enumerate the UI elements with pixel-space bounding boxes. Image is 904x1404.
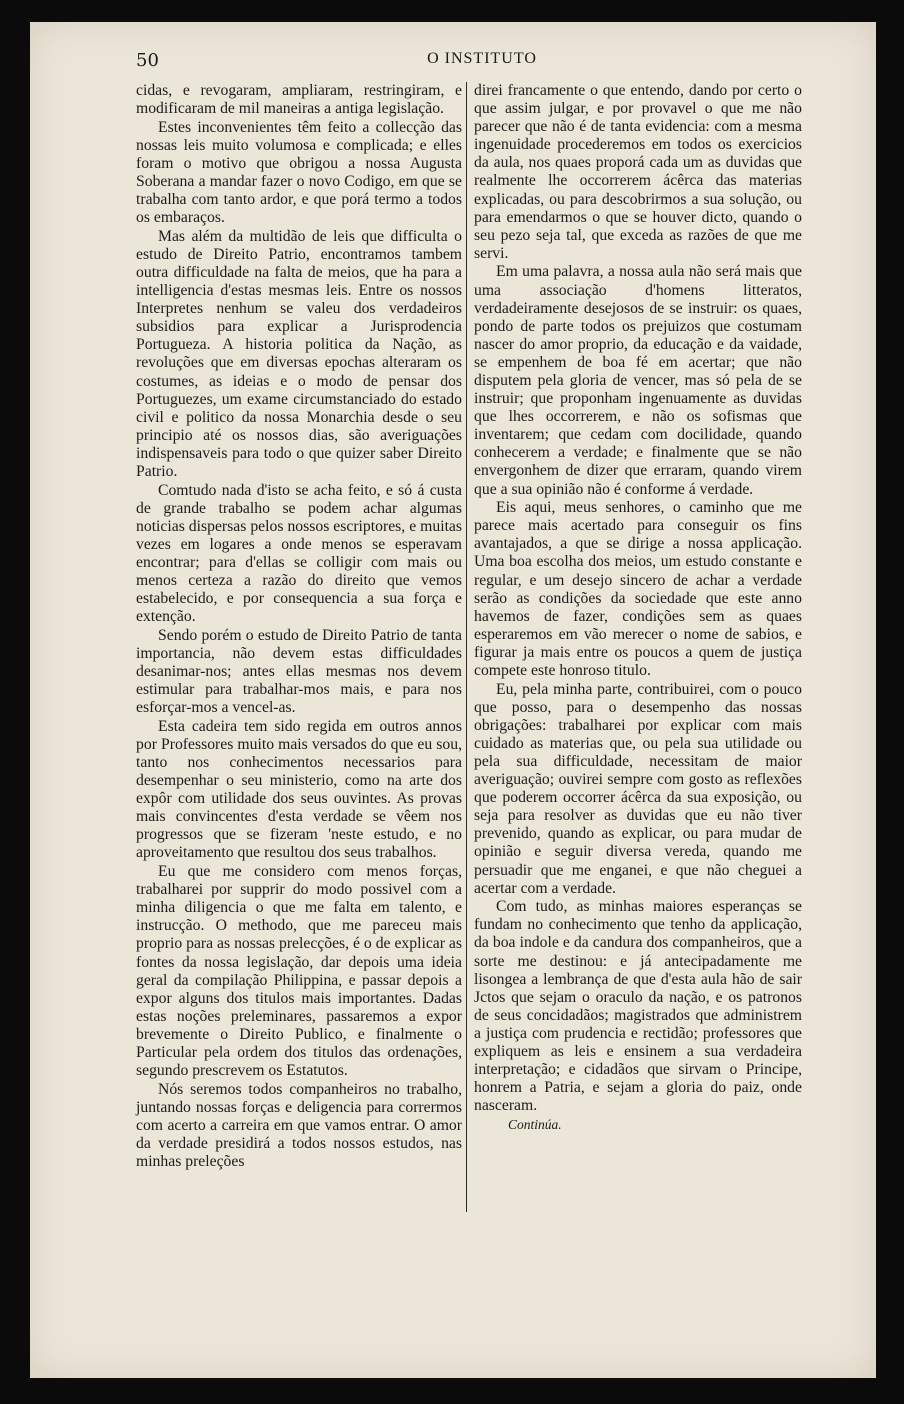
paragraph: Em uma palavra, a nossa aula não será mais que uma associação d'homens litteratos, verdadeiramente desejosos de se instruir: os quaes, pondo de parte todos os prejuizos que costumam nascer do amor proprio, da educação e da vaidade, se empenhem de boa fé em acertar; que não disputem pela gloria de vencer, mas só pela de se instruir; que proponham ingenuamente as duvidas que lhes occorrerem, e não os sofismas que inventarem; que cedam com docilidade, quando conhecerem a verdade; e finalmente que se não envergonhem de dizer que erraram, quando virem que a sua opinião não é conforme á verdade. [474, 263, 802, 498]
paragraph: Eis aqui, meus senhores, o caminho que me parece mais acertado para conseguir os fins avantajados, a que se dirige a nossa applicação. Uma boa escolha dos meios, um estudo constante e regular, e um desejo sincero de achar a verdade serão as condições da sociedade que este anno havemos de fazer, condições sem as quaes esperaremos em vão merecer o nome de sabios, e figurar ja mais entre os poucos a quem de justiça compete este honroso titulo. [474, 499, 802, 679]
paragraph: Comtudo nada d'isto se acha feito, e só á custa de grande trabalho se podem achar algumas noticias dispersas pelos nossos escriptores, e muitas vezes em logares a onde menos se esperavam encontrar; para d'ellas se colligir com mais ou menos certeza a razão do direito que vemos estabelecido, e por consequencia a sua força e extenção. [136, 481, 462, 626]
page-number: 50 [136, 50, 159, 71]
paragraph: Mas além da multidão de leis que difficulta o estudo de Direito Patrio, encontramos tambem outra difficuldade na falta de meios, que ha para a intelligencia d'estas mesmas leis. Entre os nossos Interpretes nenhum se valeu dos verdadeiros subsidios para explicar a Jurisprodencia Portugueza. A historia politica da Nação, as revoluções que em diversas epochas alteraram os costumes, as ideias e o modo de pensar dos Portuguezes, um exame circumstanciado do estado civil e politico da nossa Monarchia desde o seu principio até os nossos dias, são averiguações indispensaveis para todo o que quizer saber Direito Patrio. [136, 227, 462, 480]
running-title: O INSTITUTO [427, 50, 537, 67]
left-column [136, 82, 462, 1172]
paragraph: cidas, e revogaram, ampliaram, restringiram, e modificaram de mil maneiras a antiga legislação. [136, 82, 462, 118]
paragraph: Sendo porém o estudo de Direito Patrio de tanta importancia, não devem estas difficuldades desanimar-nos; antes ellas mesmas nos devem estimular para trabalhar-mos mais, e para nos esforçar-mos a vencel-as. [136, 626, 462, 717]
paragraph: Nós seremos todos companheiros no trabalho, juntando nossas forças e deligencia para corrermos com acerto a carreira em que vamos entrar. O amor da verdade presidirá a todos nossos estudos, nas minhas preleções [136, 1080, 462, 1171]
paragraph: Esta cadeira tem sido regida em outros annos por Professores muito mais versados do que eu sou, tanto nos conhecimentos necessarios para desempenhar o seu ministerio, como na arte dos expôr com utilidade dos seus ouvintes. As provas mais convincentes d'esta verdade se vêem nos progressos que se fizeram 'neste estudo, e no aproveitamento que resultou dos seus trabalhos. [136, 717, 462, 862]
page-header [136, 50, 828, 74]
paragraph: Eu, pela minha parte, contribuirei, com o pouco que posso, para o desempenho das nossas obrigações: trabalharei por explicar com mais cuidado as materias que, ou pela sua utilidade ou pela sua difficuldade, necessitam de maior averiguação; ouvirei sempre com gosto as reflexões que poderem occorrer ácêrca da sua exposição, ou seja para resolver as duvidas que eu não tiver prevenido, quando as explicar, ou para mudar de opinião e seguir diversa vereda, quando me persuadir que me enganei, e que não cheguei a acertar com a verdade. [474, 680, 802, 897]
column-divider [466, 82, 467, 1212]
right-column [474, 82, 802, 1134]
continuation-note: Continúa. [508, 1116, 562, 1132]
paragraph: direi francamente o que entendo, dando por certo o que assim julgar, e por provavel o que me não parecer que não é de tanta evidencia: com a mesma ingenuidade procederemos em todos os exercicios da aula, nos quaes proporá cada um as duvidas que realmente lhe occorrerem ácêrca das materias explicadas, ou para descobrirmos a sua solução, ou para emendarmos o que se houver dicto, quando o seu pezo seja tal, que exceda as razões de que me servi. [474, 82, 802, 262]
paragraph: Estes inconvenientes têm feito a collecção das nossas leis muito volumosa e complicada; e elles foram o motivo que obrigou a nossa Augusta Soberana a mandar fazer o novo Codigo, em que se trabalha com tanto ardor, e que porá termo a todos os embaraços. [136, 118, 462, 227]
paragraph: Com tudo, as minhas maiores esperanças se fundam no conhecimento que tenho da applicação, da boa indole e da candura dos companheiros, que a sorte me destinou: e já antecipadamente me lisongea a lembrança de que d'esta aula hão de sair Jctos que sejam o oraculo da nação, e os patronos de seus concidadãos; magistrados que administrem a justiça com prudencia e rectidão; professores que expliquem as leis e ensinem a sua verdadeira interpretação; e cidadãos que sirvam o Principe, honrem a Patria, e sejam a gloria do paiz, onde nasceram. [474, 898, 802, 1115]
paragraph: Eu que me considero com menos forças, trabalharei por supprir do modo possivel com a minha diligencia o que me falta em talento, e instrucção. O methodo, que me pareceu mais proprio para as nossas prelecções, é o de explicar as fontes da nossa legislação, dar depois uma ideia geral da compilação Philippina, e passar depois a expor alguns dos titulos mais importantes. Dadas estas noções preleminares, passaremos a expor brevemente o Direito Publico, e finalmente o Particular pela ordem dos titulos das ordenações, segundo prescrevem os Estatutos. [136, 863, 462, 1080]
